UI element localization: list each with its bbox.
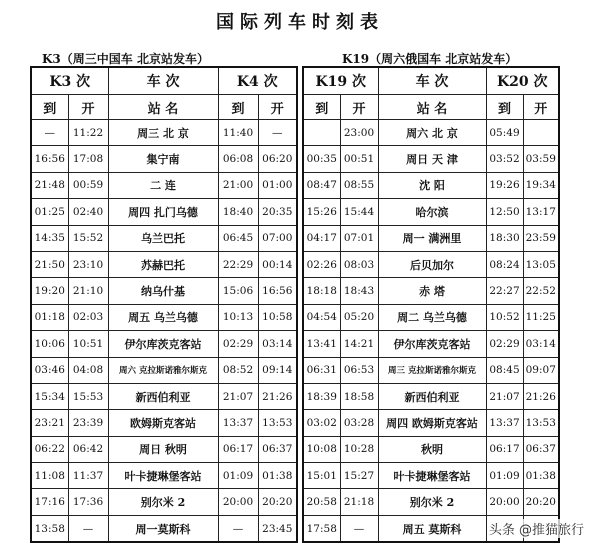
header-depart: 开 (258, 95, 297, 120)
outbound-arrive-time: 18:18 (303, 278, 340, 304)
outbound-arrive-time: 04:17 (303, 225, 340, 251)
outbound-depart-time: 17:08 (68, 146, 108, 172)
outbound-arrive-time: 01:18 (31, 304, 68, 330)
inbound-arrive-time: 10:13 (218, 304, 258, 330)
inbound-arrive-time: — (218, 515, 258, 542)
inbound-arrive-time: 22:27 (486, 278, 523, 304)
outbound-arrive-time: 17:58 (303, 515, 340, 542)
timetable-k19-k20 (302, 66, 560, 543)
inbound-arrive-time: 10:52 (486, 304, 523, 330)
station-name: 集宁南 (108, 146, 218, 172)
outbound-arrive-time: 17:16 (31, 489, 68, 515)
station-name: 纳乌什基 (108, 278, 218, 304)
outbound-depart-time: 10:28 (340, 436, 378, 462)
inbound-arrive-time: 06:45 (218, 225, 258, 251)
inbound-depart-time: 09:14 (258, 357, 297, 383)
inbound-depart-time: 01:38 (523, 463, 559, 489)
inbound-depart-time: 13:17 (523, 199, 559, 225)
outbound-arrive-time: 15:34 (31, 383, 68, 409)
outbound-depart-time: 18:43 (340, 278, 378, 304)
outbound-depart-time: — (340, 515, 378, 542)
table-row (31, 515, 297, 542)
inbound-depart-time (523, 120, 559, 146)
station-name: 周一 满洲里 (378, 225, 486, 251)
outbound-arrive-time: 18:39 (303, 383, 340, 409)
station-name: 伊尔库茨克客站 (108, 331, 218, 357)
outbound-arrive-time: 15:26 (303, 199, 340, 225)
header-depart: 开 (68, 95, 108, 120)
outbound-arrive-time: 15:01 (303, 463, 340, 489)
outbound-depart-time: 06:53 (340, 357, 378, 383)
station-name: 乌兰巴托 (108, 225, 218, 251)
right-table-subtitle: K19（周六俄国车 北京站发车） (342, 52, 518, 66)
outbound-arrive-time: 10:06 (31, 331, 68, 357)
page-title: 国际列车时刻表 (216, 12, 384, 33)
station-name: 沈 阳 (378, 172, 486, 198)
outbound-depart-time: 18:58 (340, 383, 378, 409)
table-row (31, 304, 297, 330)
header-arrive: 到 (486, 95, 523, 120)
inbound-arrive-time: 11:40 (218, 120, 258, 146)
outbound-depart-time: 05:20 (340, 304, 378, 330)
inbound-depart-time: 06:37 (523, 436, 559, 462)
header-inbound-train: K4 次 (218, 67, 297, 95)
station-name: 哈尔滨 (378, 199, 486, 225)
outbound-depart-time: 21:18 (340, 489, 378, 515)
outbound-depart-time: 02:03 (68, 304, 108, 330)
outbound-arrive-time: 19:20 (31, 278, 68, 304)
outbound-depart-time: 03:28 (340, 410, 378, 436)
station-name: 后贝加尔 (378, 251, 486, 277)
station-name: 周六 北 京 (378, 120, 486, 146)
station-name: 周三 克拉斯诺雅尔斯克 (378, 357, 486, 383)
inbound-depart-time: 20:35 (258, 199, 297, 225)
table-row (31, 489, 297, 515)
table-row (303, 489, 559, 515)
header-station-name: 站 名 (108, 95, 218, 120)
inbound-depart-time: 23:59 (523, 225, 559, 251)
inbound-depart-time: 19:34 (523, 172, 559, 198)
outbound-depart-time: 11:22 (68, 120, 108, 146)
station-name: 周四 欧姆斯克客站 (378, 410, 486, 436)
header-train-number: 车 次 (108, 67, 218, 95)
inbound-arrive-time: 03:52 (486, 146, 523, 172)
outbound-arrive-time: 10:08 (303, 436, 340, 462)
table-row (31, 146, 297, 172)
inbound-arrive-time: 20:00 (486, 489, 523, 515)
header-station-name: 站 名 (378, 95, 486, 120)
outbound-depart-time: 23:39 (68, 410, 108, 436)
outbound-depart-time: — (68, 515, 108, 542)
table-row (31, 172, 297, 198)
outbound-depart-time: 14:21 (340, 331, 378, 357)
outbound-arrive-time: 03:02 (303, 410, 340, 436)
inbound-arrive-time: 05:49 (486, 120, 523, 146)
station-name: 叶卡捷琳堡客站 (108, 463, 218, 489)
outbound-arrive-time: 01:25 (31, 199, 68, 225)
inbound-arrive-time: 13:37 (486, 410, 523, 436)
outbound-arrive-time: 13:41 (303, 331, 340, 357)
station-name: 新西伯利亚 (378, 383, 486, 409)
inbound-arrive-time: 21:00 (218, 172, 258, 198)
inbound-depart-time: 20:20 (523, 489, 559, 515)
table-row (303, 304, 559, 330)
station-name: 周六 克拉斯诺雅尔斯克 (108, 357, 218, 383)
station-name: 周二 乌兰乌德 (378, 304, 486, 330)
station-name: 二 连 (108, 172, 218, 198)
outbound-arrive-time: 23:21 (31, 410, 68, 436)
inbound-arrive-time: 22:29 (218, 251, 258, 277)
inbound-depart-time: 03:14 (258, 331, 297, 357)
inbound-depart-time: 11:25 (523, 304, 559, 330)
header-outbound-train: K19 次 (303, 67, 378, 95)
outbound-arrive-time: 11:08 (31, 463, 68, 489)
outbound-depart-time: 23:10 (68, 251, 108, 277)
station-name: 叶卡捷琳堡客站 (378, 463, 486, 489)
outbound-arrive-time: 03:46 (31, 357, 68, 383)
outbound-arrive-time: 20:58 (303, 489, 340, 515)
station-name: 伊尔库茨克客站 (378, 331, 486, 357)
table-row (303, 146, 559, 172)
table-row (303, 410, 559, 436)
inbound-arrive-time: 06:17 (218, 436, 258, 462)
inbound-arrive-time: 08:52 (218, 357, 258, 383)
inbound-arrive-time: 01:09 (486, 463, 523, 489)
outbound-depart-time: 06:42 (68, 436, 108, 462)
inbound-depart-time: 23:45 (258, 515, 297, 542)
table-row (303, 278, 559, 304)
inbound-arrive-time: 21:07 (486, 383, 523, 409)
inbound-depart-time: 07:00 (258, 225, 297, 251)
outbound-depart-time: 00:59 (68, 172, 108, 198)
table-row (31, 463, 297, 489)
inbound-arrive-time: 18:30 (486, 225, 523, 251)
station-name: 周日 天 津 (378, 146, 486, 172)
station-name: 欧姆斯克客站 (108, 410, 218, 436)
table-row (303, 251, 559, 277)
outbound-arrive-time: 04:54 (303, 304, 340, 330)
station-name: 周五 乌兰乌德 (108, 304, 218, 330)
outbound-arrive-time (303, 120, 340, 146)
inbound-arrive-time: 08:45 (486, 357, 523, 383)
table-row (31, 357, 297, 383)
table-row (303, 120, 559, 146)
station-name: 别尔米 2 (108, 489, 218, 515)
inbound-arrive-time: 06:17 (486, 436, 523, 462)
outbound-depart-time: 17:36 (68, 489, 108, 515)
station-name: 秋明 (378, 436, 486, 462)
inbound-depart-time: — (258, 120, 297, 146)
outbound-depart-time: 10:51 (68, 331, 108, 357)
inbound-depart-time: 21:26 (523, 383, 559, 409)
header-arrive: 到 (31, 95, 68, 120)
outbound-depart-time: 11:37 (68, 463, 108, 489)
header-arrive: 到 (303, 95, 340, 120)
inbound-arrive-time: 19:26 (486, 172, 523, 198)
outbound-arrive-time: 16:56 (31, 146, 68, 172)
outbound-arrive-time: 08:47 (303, 172, 340, 198)
table-row (303, 225, 559, 251)
header-depart: 开 (340, 95, 378, 120)
inbound-depart-time: 21:26 (258, 383, 297, 409)
outbound-depart-time: 23:00 (340, 120, 378, 146)
outbound-depart-time: 07:01 (340, 225, 378, 251)
inbound-arrive-time: 13:37 (218, 410, 258, 436)
header-depart: 开 (523, 95, 559, 120)
inbound-arrive-time: 02:29 (486, 331, 523, 357)
outbound-depart-time: 21:10 (68, 278, 108, 304)
inbound-depart-time: 03:14 (523, 331, 559, 357)
outbound-arrive-time: 21:50 (31, 251, 68, 277)
table-row (31, 120, 297, 146)
inbound-depart-time: 13:53 (523, 410, 559, 436)
header-arrive: 到 (218, 95, 258, 120)
station-name: 周五 莫斯科 (378, 515, 486, 542)
outbound-arrive-time: 06:22 (31, 436, 68, 462)
station-name: 周四 扎门乌德 (108, 199, 218, 225)
inbound-depart-time: 03:59 (523, 146, 559, 172)
table-row (31, 225, 297, 251)
table-row (303, 199, 559, 225)
inbound-depart-time: 09:07 (523, 357, 559, 383)
timetable-k3-k4 (30, 66, 298, 543)
table-row (303, 172, 559, 198)
table-row (31, 251, 297, 277)
table-row (31, 199, 297, 225)
inbound-arrive-time: 12:50 (486, 199, 523, 225)
outbound-arrive-time: 14:35 (31, 225, 68, 251)
outbound-arrive-time: 00:35 (303, 146, 340, 172)
outbound-depart-time: 00:51 (340, 146, 378, 172)
inbound-depart-time: 06:20 (258, 146, 297, 172)
outbound-depart-time: 15:53 (68, 383, 108, 409)
inbound-depart-time: 00:14 (258, 251, 297, 277)
inbound-arrive-time: 01:09 (218, 463, 258, 489)
outbound-arrive-time: — (31, 120, 68, 146)
table-row (303, 331, 559, 357)
inbound-depart-time: 20:20 (258, 489, 297, 515)
table-row (31, 410, 297, 436)
table-row (303, 357, 559, 383)
header-train-number: 车 次 (378, 67, 486, 95)
station-name: 别尔米 2 (378, 489, 486, 515)
table-row (303, 463, 559, 489)
outbound-depart-time: 02:40 (68, 199, 108, 225)
outbound-depart-time: 15:52 (68, 225, 108, 251)
table-row (31, 278, 297, 304)
outbound-arrive-time: 21:48 (31, 172, 68, 198)
table-row (303, 436, 559, 462)
inbound-arrive-time: 21:07 (218, 383, 258, 409)
station-name: 周日 秋明 (108, 436, 218, 462)
inbound-arrive-time: 18:40 (218, 199, 258, 225)
outbound-arrive-time: 06:31 (303, 357, 340, 383)
inbound-depart-time: 22:52 (523, 278, 559, 304)
inbound-depart-time: 13:53 (258, 410, 297, 436)
left-table-subtitle: K3（周三中国车 北京站发车） (42, 52, 209, 66)
watermark-text: 头条 @推猫旅行 (487, 519, 586, 538)
inbound-depart-time: 06:37 (258, 436, 297, 462)
outbound-depart-time: 04:08 (68, 357, 108, 383)
table-row (31, 436, 297, 462)
inbound-depart-time: 16:56 (258, 278, 297, 304)
outbound-depart-time: 15:27 (340, 463, 378, 489)
outbound-depart-time: 15:44 (340, 199, 378, 225)
inbound-depart-time: 13:05 (523, 251, 559, 277)
station-name: 新西伯利亚 (108, 383, 218, 409)
inbound-depart-time: 01:38 (258, 463, 297, 489)
outbound-arrive-time: 02:26 (303, 251, 340, 277)
inbound-arrive-time: 20:00 (218, 489, 258, 515)
header-inbound-train: K20 次 (486, 67, 559, 95)
inbound-arrive-time: 15:06 (218, 278, 258, 304)
station-name: 赤 塔 (378, 278, 486, 304)
inbound-arrive-time: 02:29 (218, 331, 258, 357)
header-outbound-train: K3 次 (31, 67, 108, 95)
inbound-arrive-time: 06:08 (218, 146, 258, 172)
outbound-depart-time: 08:03 (340, 251, 378, 277)
table-row (31, 383, 297, 409)
station-name: 周三 北 京 (108, 120, 218, 146)
station-name: 苏赫巴托 (108, 251, 218, 277)
table-row (303, 383, 559, 409)
table-row (31, 331, 297, 357)
inbound-depart-time: 01:00 (258, 172, 297, 198)
outbound-depart-time: 08:55 (340, 172, 378, 198)
inbound-depart-time: 10:58 (258, 304, 297, 330)
inbound-arrive-time: 08:24 (486, 251, 523, 277)
outbound-arrive-time: 13:58 (31, 515, 68, 542)
station-name: 周一莫斯科 (108, 515, 218, 542)
